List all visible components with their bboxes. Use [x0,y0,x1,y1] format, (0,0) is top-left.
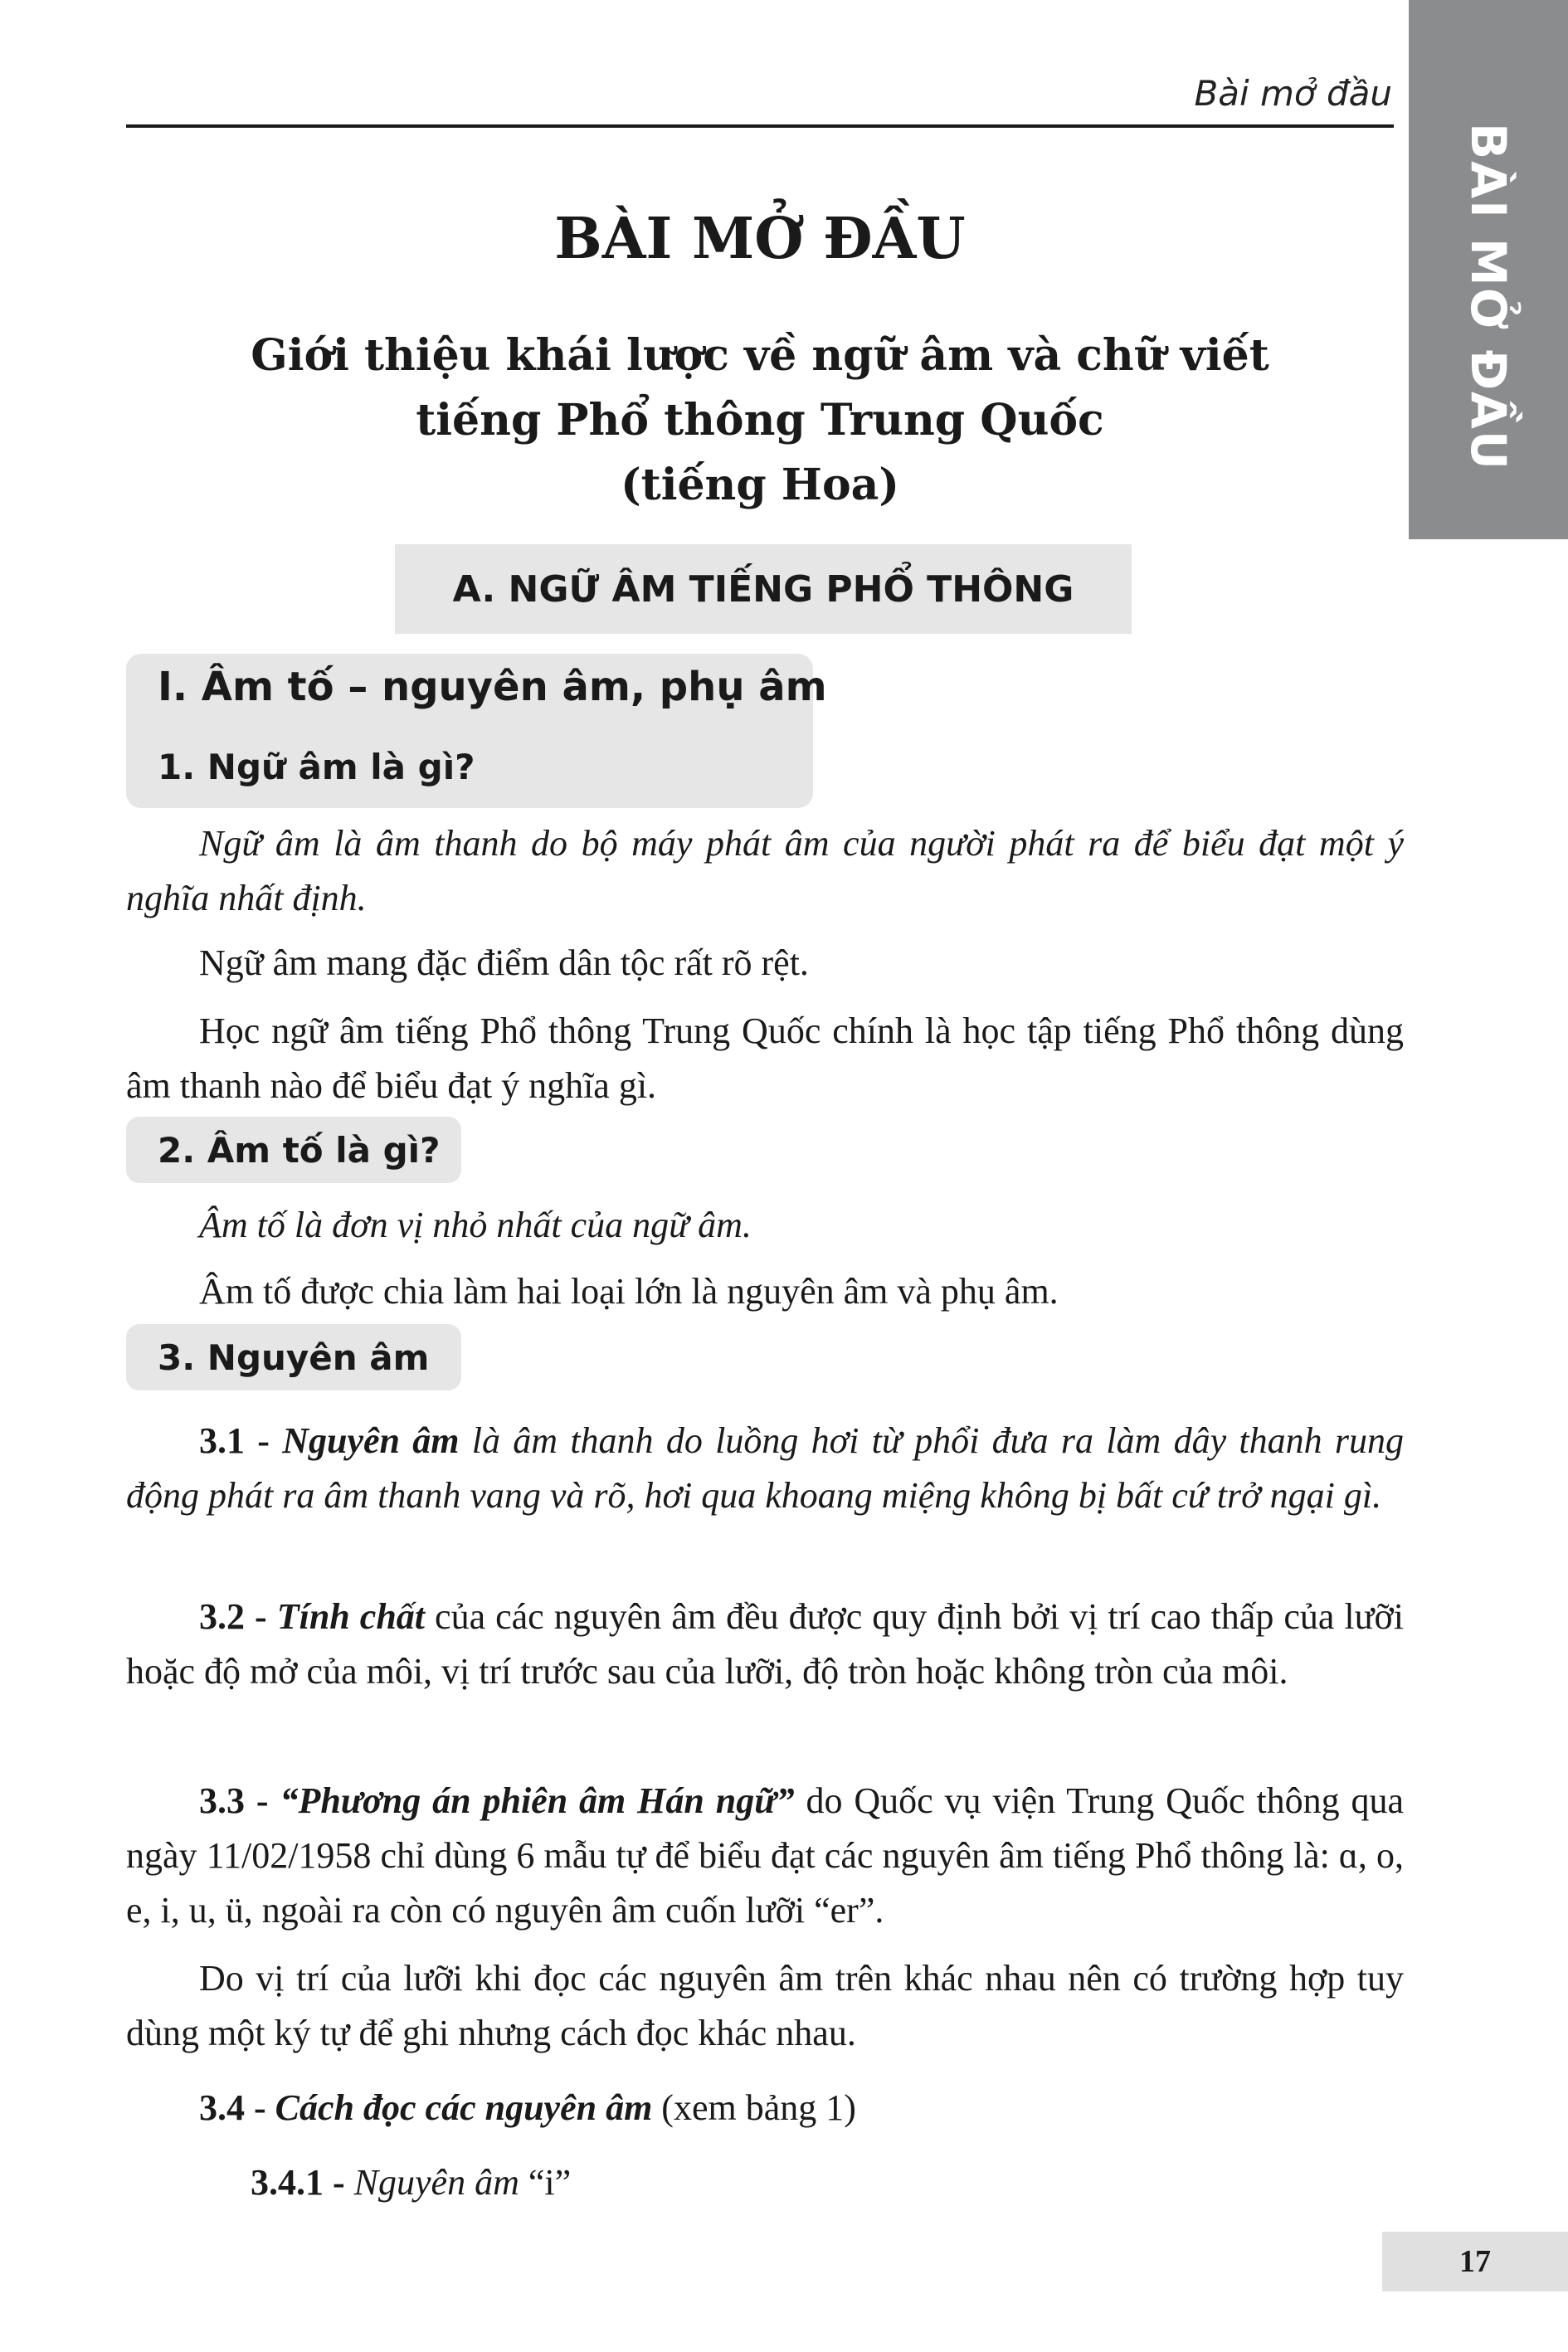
national-text: Ngữ âm mang đặc điểm dân tộc rất rõ rệt. [199,942,809,983]
amto-definition-text: Âm tố là đơn vị nhỏ nhất của ngữ âm. [199,1205,752,1245]
amto-split-text: Âm tố được chia làm hai loại lớn là nguyên âm và phụ âm. [199,1271,1059,1312]
p341-body: “i” [519,2162,572,2203]
p32-number: 3.2 - [199,1596,277,1637]
paragraph-national [126,936,1404,991]
part-i-heading: I. Âm tố – nguyên âm, phụ âm [158,664,827,710]
paragraph-3-3 [126,1774,1404,1938]
p32-body: của các nguyên âm đều được quy định bởi vị trí cao thấp của lưỡi hoặc độ mở của môi, vị trí trước sau của lưỡi, độ tròn hoặc không tròn của môi. [126,1596,1404,1692]
page-number: 17 [1382,2232,1568,2291]
p33-term: “Phương án phiên âm Hán ngữ” [280,1780,795,1821]
chapter-subtitle [126,324,1394,518]
p341-term: Nguyên âm [353,2162,519,2203]
paragraph-3-4 [126,2081,1404,2135]
paragraph-3-1 [126,1414,1404,1523]
chapter-side-tab-label: BÀI MỞ ĐẦU [1460,123,1517,472]
learning-text: Học ngữ âm tiếng Phổ thông Trung Quốc chính là học tập tiếng Phổ thông dùng âm thanh nào để biểu đạt ý nghĩa gì. [126,1010,1404,1106]
subtitle-line-2: tiếng Phổ thông Trung Quốc [416,395,1104,446]
header-rule [126,124,1394,128]
chapter-title: BÀI MỞ ĐẦU [554,206,966,272]
p34-body: (xem bảng 1) [652,2087,856,2128]
chapter-side-tab [1409,0,1568,539]
subsection-2-heading: 2. Âm tố là gì? [126,1117,461,1183]
definition-text: Ngữ âm là âm thanh do bộ máy phát âm của người phát ra để biểu đạt một ý nghĩa nhất định. [126,823,1404,918]
tongue-text: Do vị trí của lưỡi khi đọc các nguyên âm trên khác nhau nên có trường hợp tuy dùng một ký tự để ghi nhưng cách đọc khác nhau. [126,1958,1404,2053]
section-a-heading: A. NGỮ ÂM TIẾNG PHỔ THÔNG [395,544,1132,634]
p33-number: 3.3 - [199,1780,280,1821]
paragraph-amto-split [126,1264,1404,1319]
paragraph-3-2 [126,1590,1404,1699]
p31-body: là âm thanh do luồng hơi từ phổi đưa ra làm dây thanh rung động phát ra âm thanh vang và rõ, hơi qua khoang miệng không bị bất cứ trở ngại gì. [126,1420,1405,1516]
paragraph-amto-definition [126,1198,1404,1253]
subtitle-line-3: (tiếng Hoa) [621,460,899,510]
paragraph-definition [126,816,1404,926]
subsection-1-heading: 1. Ngữ âm là gì? [158,747,475,787]
paragraph-3-4-1 [126,2155,1404,2210]
p33-body: do Quốc vụ viện Trung Quốc thông qua ngày 11/02/1958 chỉ dùng 6 mẫu tự để biểu đạt các nguyên âm tiếng Phổ thông là: ɑ, o, e, i, u, ü, ngoài ra còn có nguyên âm cuốn lưỡi “er”. [126,1780,1404,1931]
subsection-3-heading: 3. Nguyên âm [126,1324,461,1390]
p31-number: 3.1 - [199,1420,283,1461]
p34-term: Cách đọc các nguyên âm [275,2087,653,2128]
p341-number: 3.4.1 - [251,2162,354,2203]
p31-term: Nguyên âm [282,1420,460,1461]
subtitle-line-1: Giới thiệu khái lược về ngữ âm và chữ viết [251,330,1269,381]
paragraph-tongue [126,1951,1404,2061]
p32-term: Tính chất [276,1596,426,1637]
paragraph-learning [126,1004,1404,1113]
p34-number: 3.4 - [199,2087,275,2128]
running-header: Bài mở đầu [1194,73,1392,114]
